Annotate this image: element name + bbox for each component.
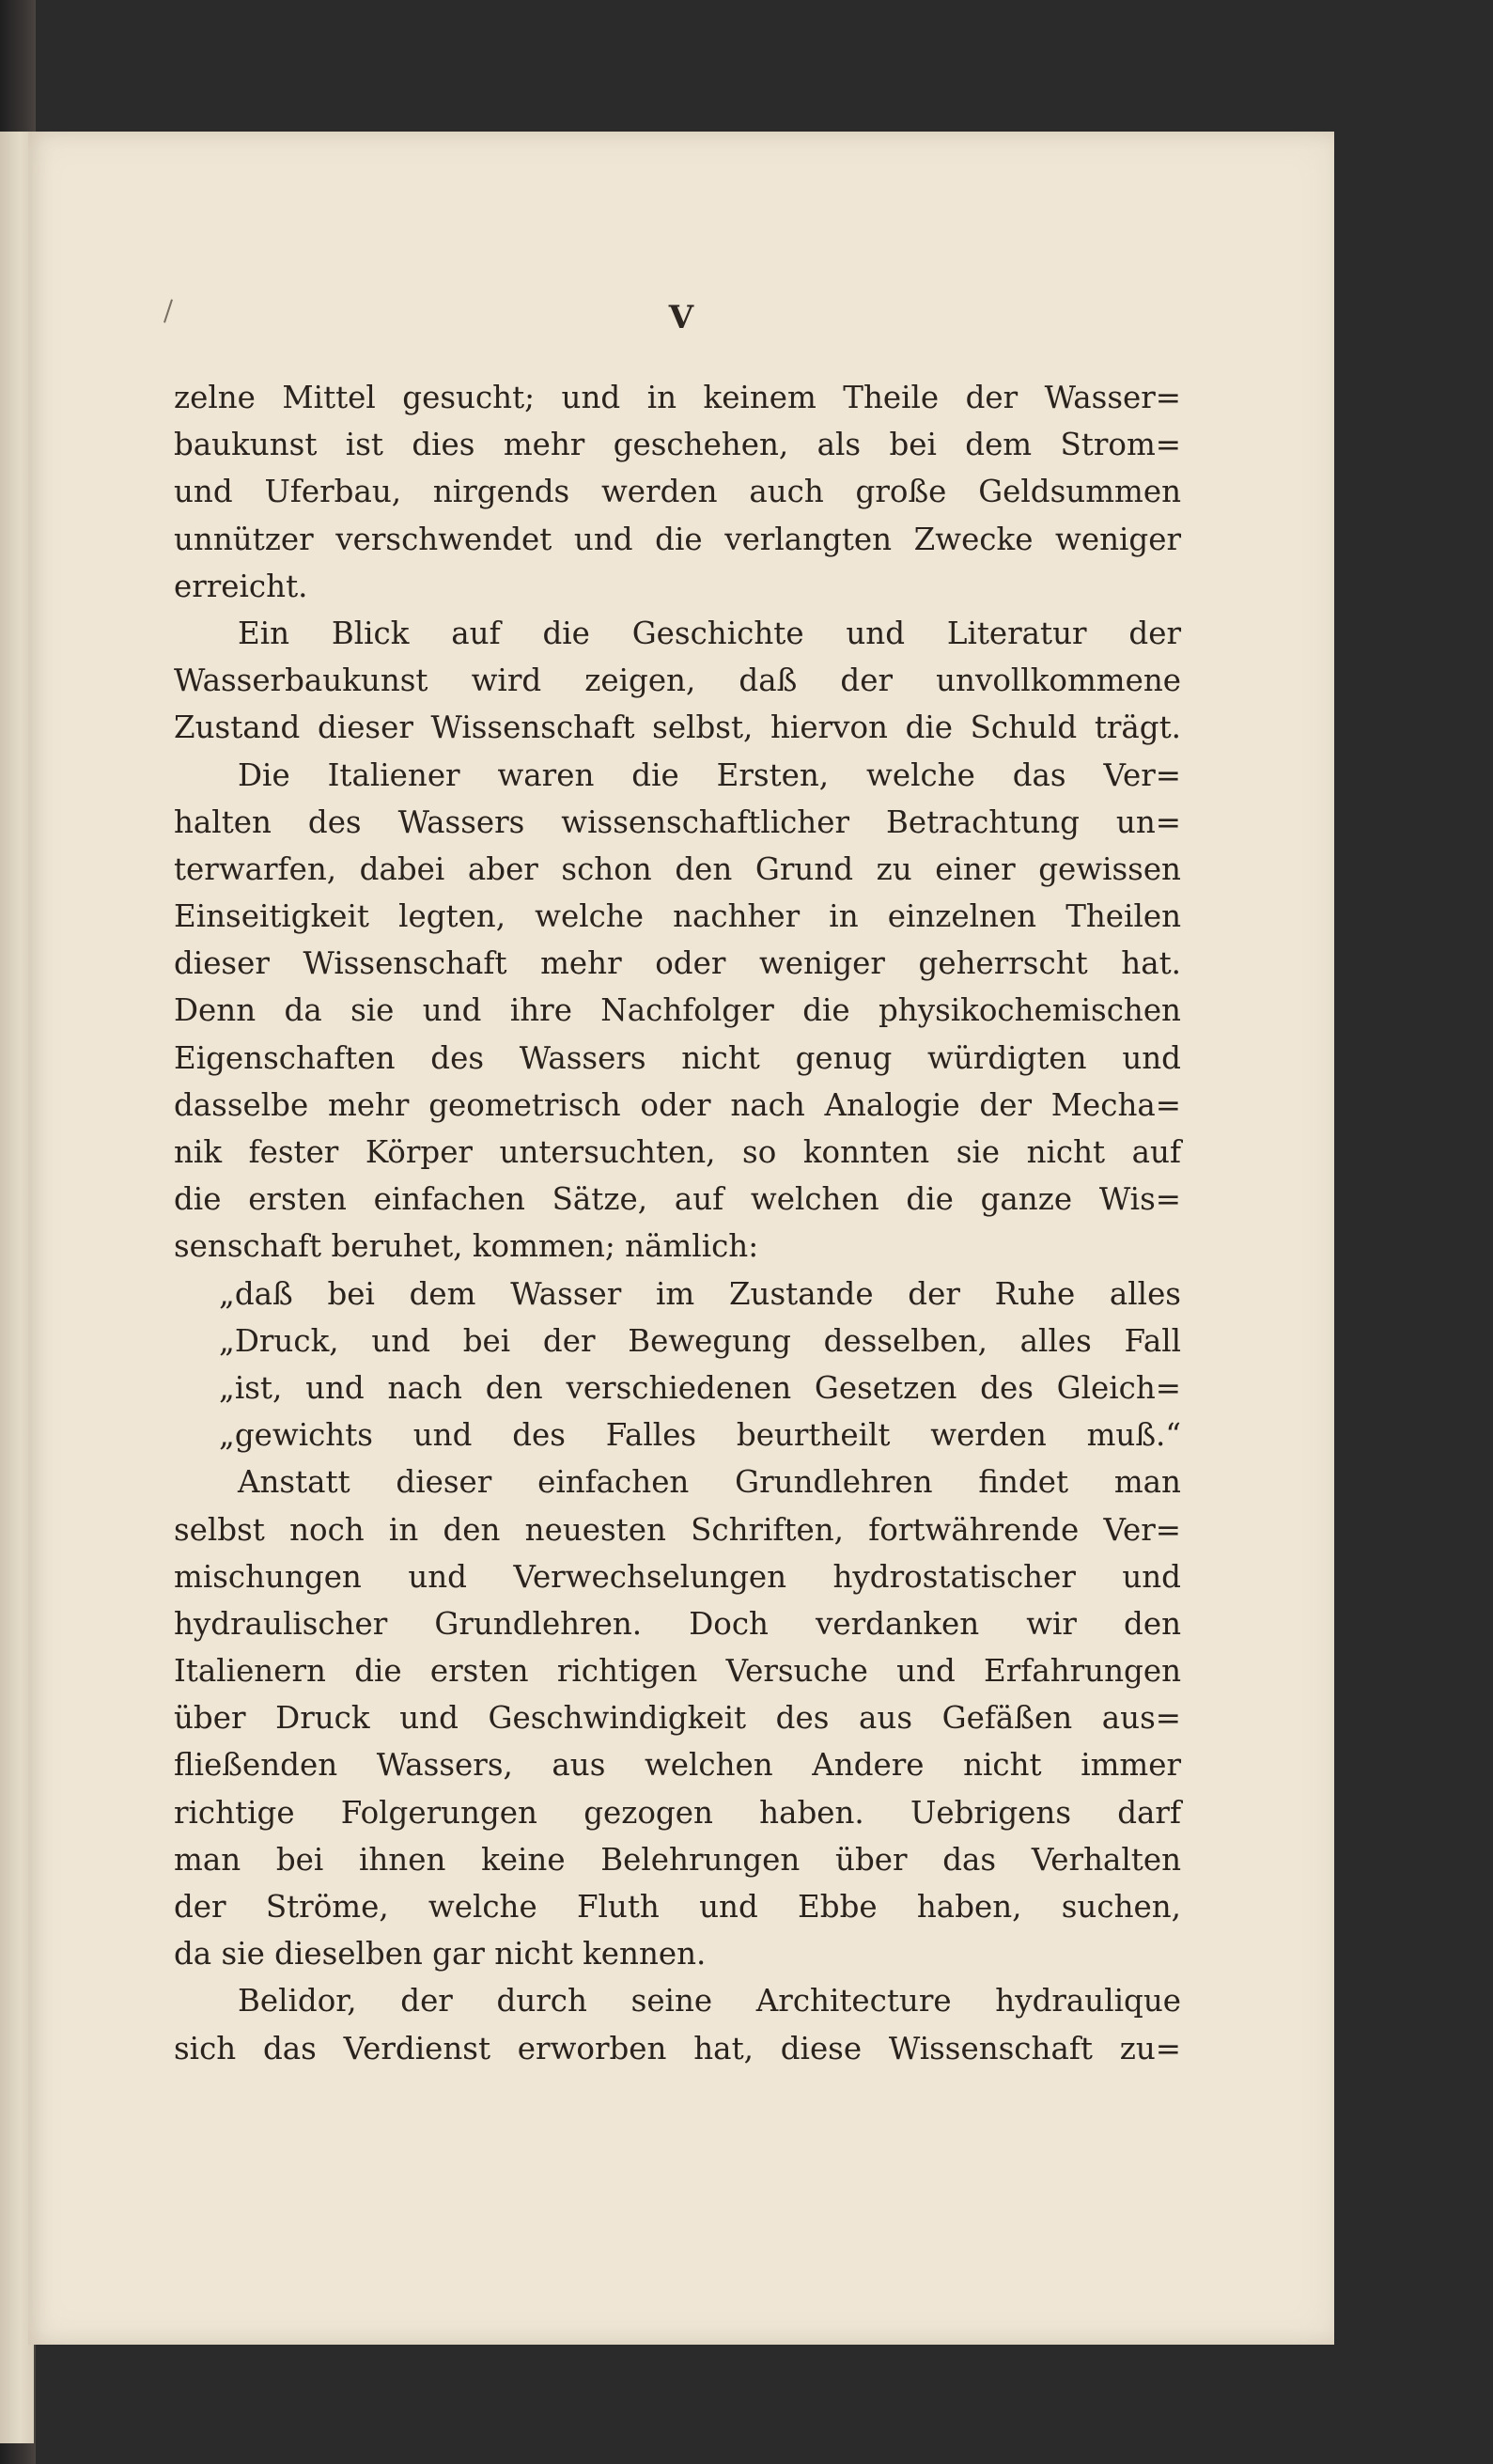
text-line: Eigenschaften des Wassers nicht genug würdigten und: [174, 1039, 1181, 1076]
text-line: der Ströme, welche Fluth und Ebbe haben, suchen,: [174, 1889, 1181, 1925]
text-line: „daß bei dem Wasser im Zustande der Ruhe alles: [219, 1275, 1181, 1312]
text-line: sich das Verdienst erworben hat, diese Wissenschaft zu=: [174, 2030, 1181, 2066]
text-line: Wasserbaukunst wird zeigen, daß der unvollkommene: [174, 663, 1181, 699]
text-line: terwarfen, dabei aber schon den Grund zu einer gewissen: [174, 850, 1181, 887]
text-line: fließenden Wassers, aus welchen Andere nicht immer: [174, 1747, 1181, 1784]
text-line: senschaft beruhet, kommen; nämlich:: [174, 1228, 759, 1265]
book-page: [28, 132, 1334, 2345]
text-line: richtige Folgerungen gezogen haben. Uebrigens darf: [174, 1794, 1181, 1831]
text-line: selbst noch in den neuesten Schriften, fortwährende Ver=: [174, 1511, 1181, 1548]
text-line: da sie dieselben gar nicht kennen.: [174, 1936, 707, 1973]
text-line: „gewichts und des Falles beurtheilt werden muß.“: [219, 1417, 1181, 1454]
body-text: [174, 374, 1181, 2072]
text-line: halten des Wassers wissenschaftlicher Betrachtung un=: [174, 803, 1181, 840]
text-line: die ersten einfachen Sätze, auf welchen die ganze Wis=: [174, 1181, 1181, 1218]
text-line: unnützer verschwendet und die verlangten Zwecke weniger: [174, 521, 1181, 557]
text-line: Die Italiener waren die Ersten, welche das Ver=: [238, 756, 1181, 793]
text-line: Ein Blick auf die Geschichte und Literatur der: [238, 615, 1181, 651]
text-line: Anstatt dieser einfachen Grundlehren findet man: [238, 1464, 1181, 1501]
text-line: dieser Wissenschaft mehr oder weniger geherrscht hat.: [174, 945, 1181, 982]
text-line: über Druck und Geschwindigkeit des aus Gefäßen aus=: [174, 1700, 1181, 1737]
text-line: Einseitigkeit legten, welche nachher in einzelnen Theilen: [174, 898, 1181, 935]
text-line: hydraulischer Grundlehren. Doch verdanken wir den: [174, 1605, 1181, 1642]
text-line: erreicht.: [174, 568, 308, 604]
text-line: zelne Mittel gesucht; und in keinem Theile der Wasser=: [174, 380, 1181, 415]
page-number: V: [668, 299, 694, 336]
text-line: dasselbe mehr geometrisch oder nach Analogie der Mecha=: [174, 1086, 1181, 1123]
text-line: man bei ihnen keine Belehrungen über das Verhalten: [174, 1841, 1181, 1878]
text-line: Belidor, der durch seine Architecture hydraulique: [238, 1983, 1181, 2020]
text-line: „ist, und nach den verschiedenen Gesetzen des Gleich=: [219, 1369, 1181, 1406]
text-line: nik fester Körper untersuchten, so konnten sie nicht auf: [174, 1134, 1181, 1170]
text-line: Zustand dieser Wissenschaft selbst, hiervon die Schuld trägt.: [174, 710, 1181, 746]
text-line: „Druck, und bei der Bewegung desselben, alles Fall: [219, 1322, 1181, 1359]
text-line: und Uferbau, nirgends werden auch große Geldsummen: [174, 474, 1181, 510]
text-line: mischungen und Verwechselungen hydrostatischer und: [174, 1558, 1181, 1595]
text-line: Denn da sie und ihre Nachfolger die physikochemischen: [174, 992, 1181, 1029]
text-line: Italienern die ersten richtigen Versuche und Erfahrungen: [174, 1653, 1181, 1690]
text-line: baukunst ist dies mehr geschehen, als bei dem Strom=: [174, 427, 1181, 463]
